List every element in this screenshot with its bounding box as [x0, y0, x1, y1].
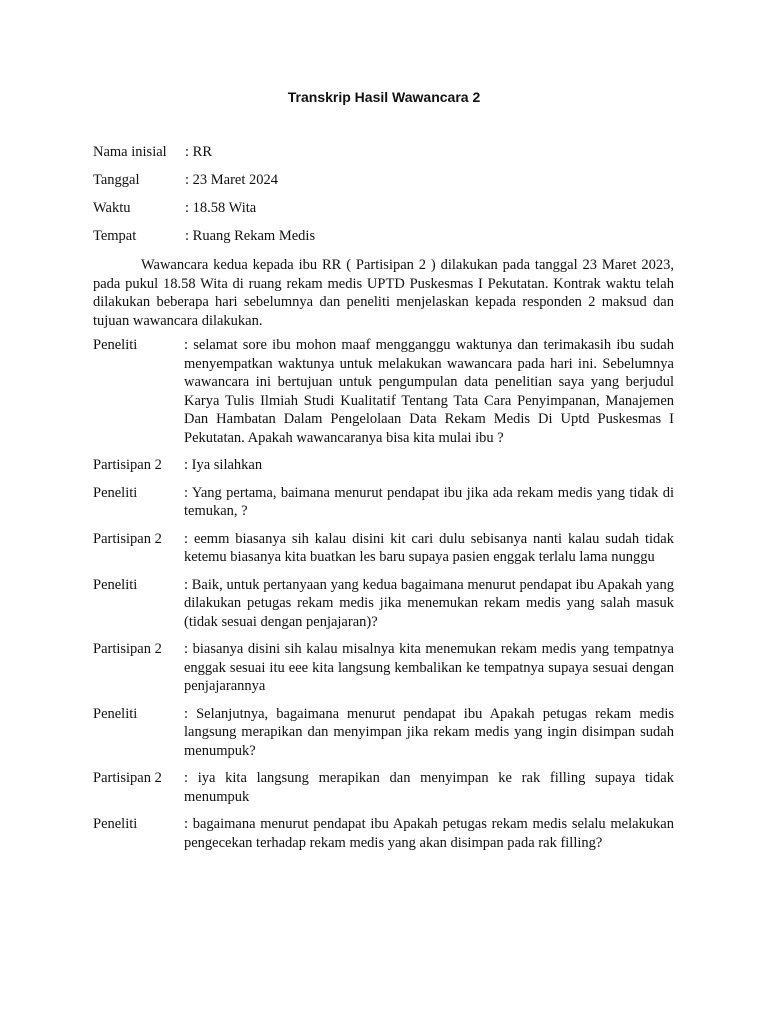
meta-key: Nama inisial [93, 144, 167, 160]
utterance-text: : iya kita langsung merapikan dan menyimpan ke rak filling supaya tidak menumpuk [184, 770, 674, 805]
dialog-turn [93, 576, 674, 632]
utterance-text: : biasanya disini sih kalau misalnya kita menemukan rekam medis yang tempatnya enggak sesuai itu eee kita langsung kembalikan ke tempatnya supaya sesuai dengan penjajarannya [184, 641, 674, 694]
speaker-label: Partisipan 2 [93, 770, 162, 786]
meta-row-name [93, 143, 683, 161]
speaker-label: Peneliti [93, 484, 138, 501]
meta-value: : Ruang Rekam Medis [185, 228, 316, 244]
speaker-label: Peneliti [93, 705, 138, 722]
meta-value: : 18.58 Wita [185, 200, 257, 216]
meta-row-place [93, 227, 683, 245]
meta-value: : RR [185, 144, 212, 160]
meta-row-time [93, 199, 683, 217]
speaker-label: Partisipan 2 [93, 457, 162, 473]
document-title: Transkrip Hasil Wawancara 2 [287, 89, 481, 105]
utterance-text: : Selanjutnya, bagaimana menurut pendapat ibu Apakah petugas rekam medis langsung merapikan dan menyimpan jika rekam medis yang ingin disimpan sudah menumpuk? [184, 705, 674, 759]
dialog-turn [93, 336, 674, 447]
meta-key: Waktu [93, 200, 131, 216]
intro-paragraph: Wawancara kedua kepada ibu RR ( Partisipan 2 ) dilakukan pada tanggal 23 Maret 2023, pada pukul 18.58 Wita di ruang rekam medis UPTD Puskesmas I Pekutatan. Kontrak waktu telah dilakukan beberapa hari sebelumnya dan peneliti menjelaskan kepada responden 2 maksud dan tujuan wawancara dilakukan. [93, 257, 674, 329]
speaker-label: Peneliti [93, 337, 138, 353]
meta-value: : 23 Maret 2024 [185, 172, 279, 188]
speaker-label: Partisipan 2 [93, 641, 162, 657]
utterance-text: : Yang pertama, baimana menurut pendapat ibu jika ada rekam medis yang tidak di temukan, ? [184, 484, 674, 519]
utterance-text: : Baik, untuk pertanyaan yang kedua bagaimana menurut pendapat ibu Apakah yang dilakukan petugas rekam medis jika menemukan rekam medis yang salah masuk (tidak sesuai dengan penjajaran)? [184, 576, 674, 630]
meta-key: Tanggal [93, 172, 140, 188]
speaker-label: Peneliti [93, 816, 138, 832]
meta-key: Tempat [93, 228, 137, 244]
utterance-text: : Iya silahkan [184, 457, 263, 473]
dialog-turn [93, 815, 674, 852]
utterance-text: : selamat sore ibu mohon maaf mengganggu waktunya dan terimakasih ibu sudah menyempatkan waktunya untuk melakukan wawancara pada hari ini. Sebelumnya wawancara ini bertujuan untuk pengumpulan data penelitian saya yang berjudul Karya Tulis Ilmiah Studi Kualitatif Tentang Tata Cara Penyimpanan, Manajemen Dan Hambatan Dalam Pengelolaan Data Rekam Medis Di Uptd Puskesmas I Pekutatan. Apakah wawancaranya bisa kita mulai ibu ? [184, 337, 674, 446]
dialog-turn [93, 530, 674, 567]
dialog-turn [93, 456, 674, 475]
dialog-turn [93, 640, 674, 696]
dialog-turn [93, 484, 674, 521]
utterance-text: : bagaimana menurut pendapat ibu Apakah petugas rekam medis selalu melakukan pengecekan terhadap rekam medis yang akan disimpan pada rak filling? [184, 816, 674, 851]
speaker-label: Peneliti [93, 576, 138, 593]
meta-row-date [93, 171, 683, 189]
interview-meta [93, 143, 683, 255]
dialog-turn [93, 705, 674, 761]
speaker-label: Partisipan 2 [93, 530, 162, 547]
interview-dialog [93, 336, 674, 861]
dialog-turn [93, 769, 674, 806]
utterance-text: : eemm biasanya sih kalau disini kit cari dulu sebisanya nanti kalau sudah tidak ketemu biasanya kita buatkan les baru supaya pasien enggak terlalu lama nunggu [184, 530, 674, 565]
